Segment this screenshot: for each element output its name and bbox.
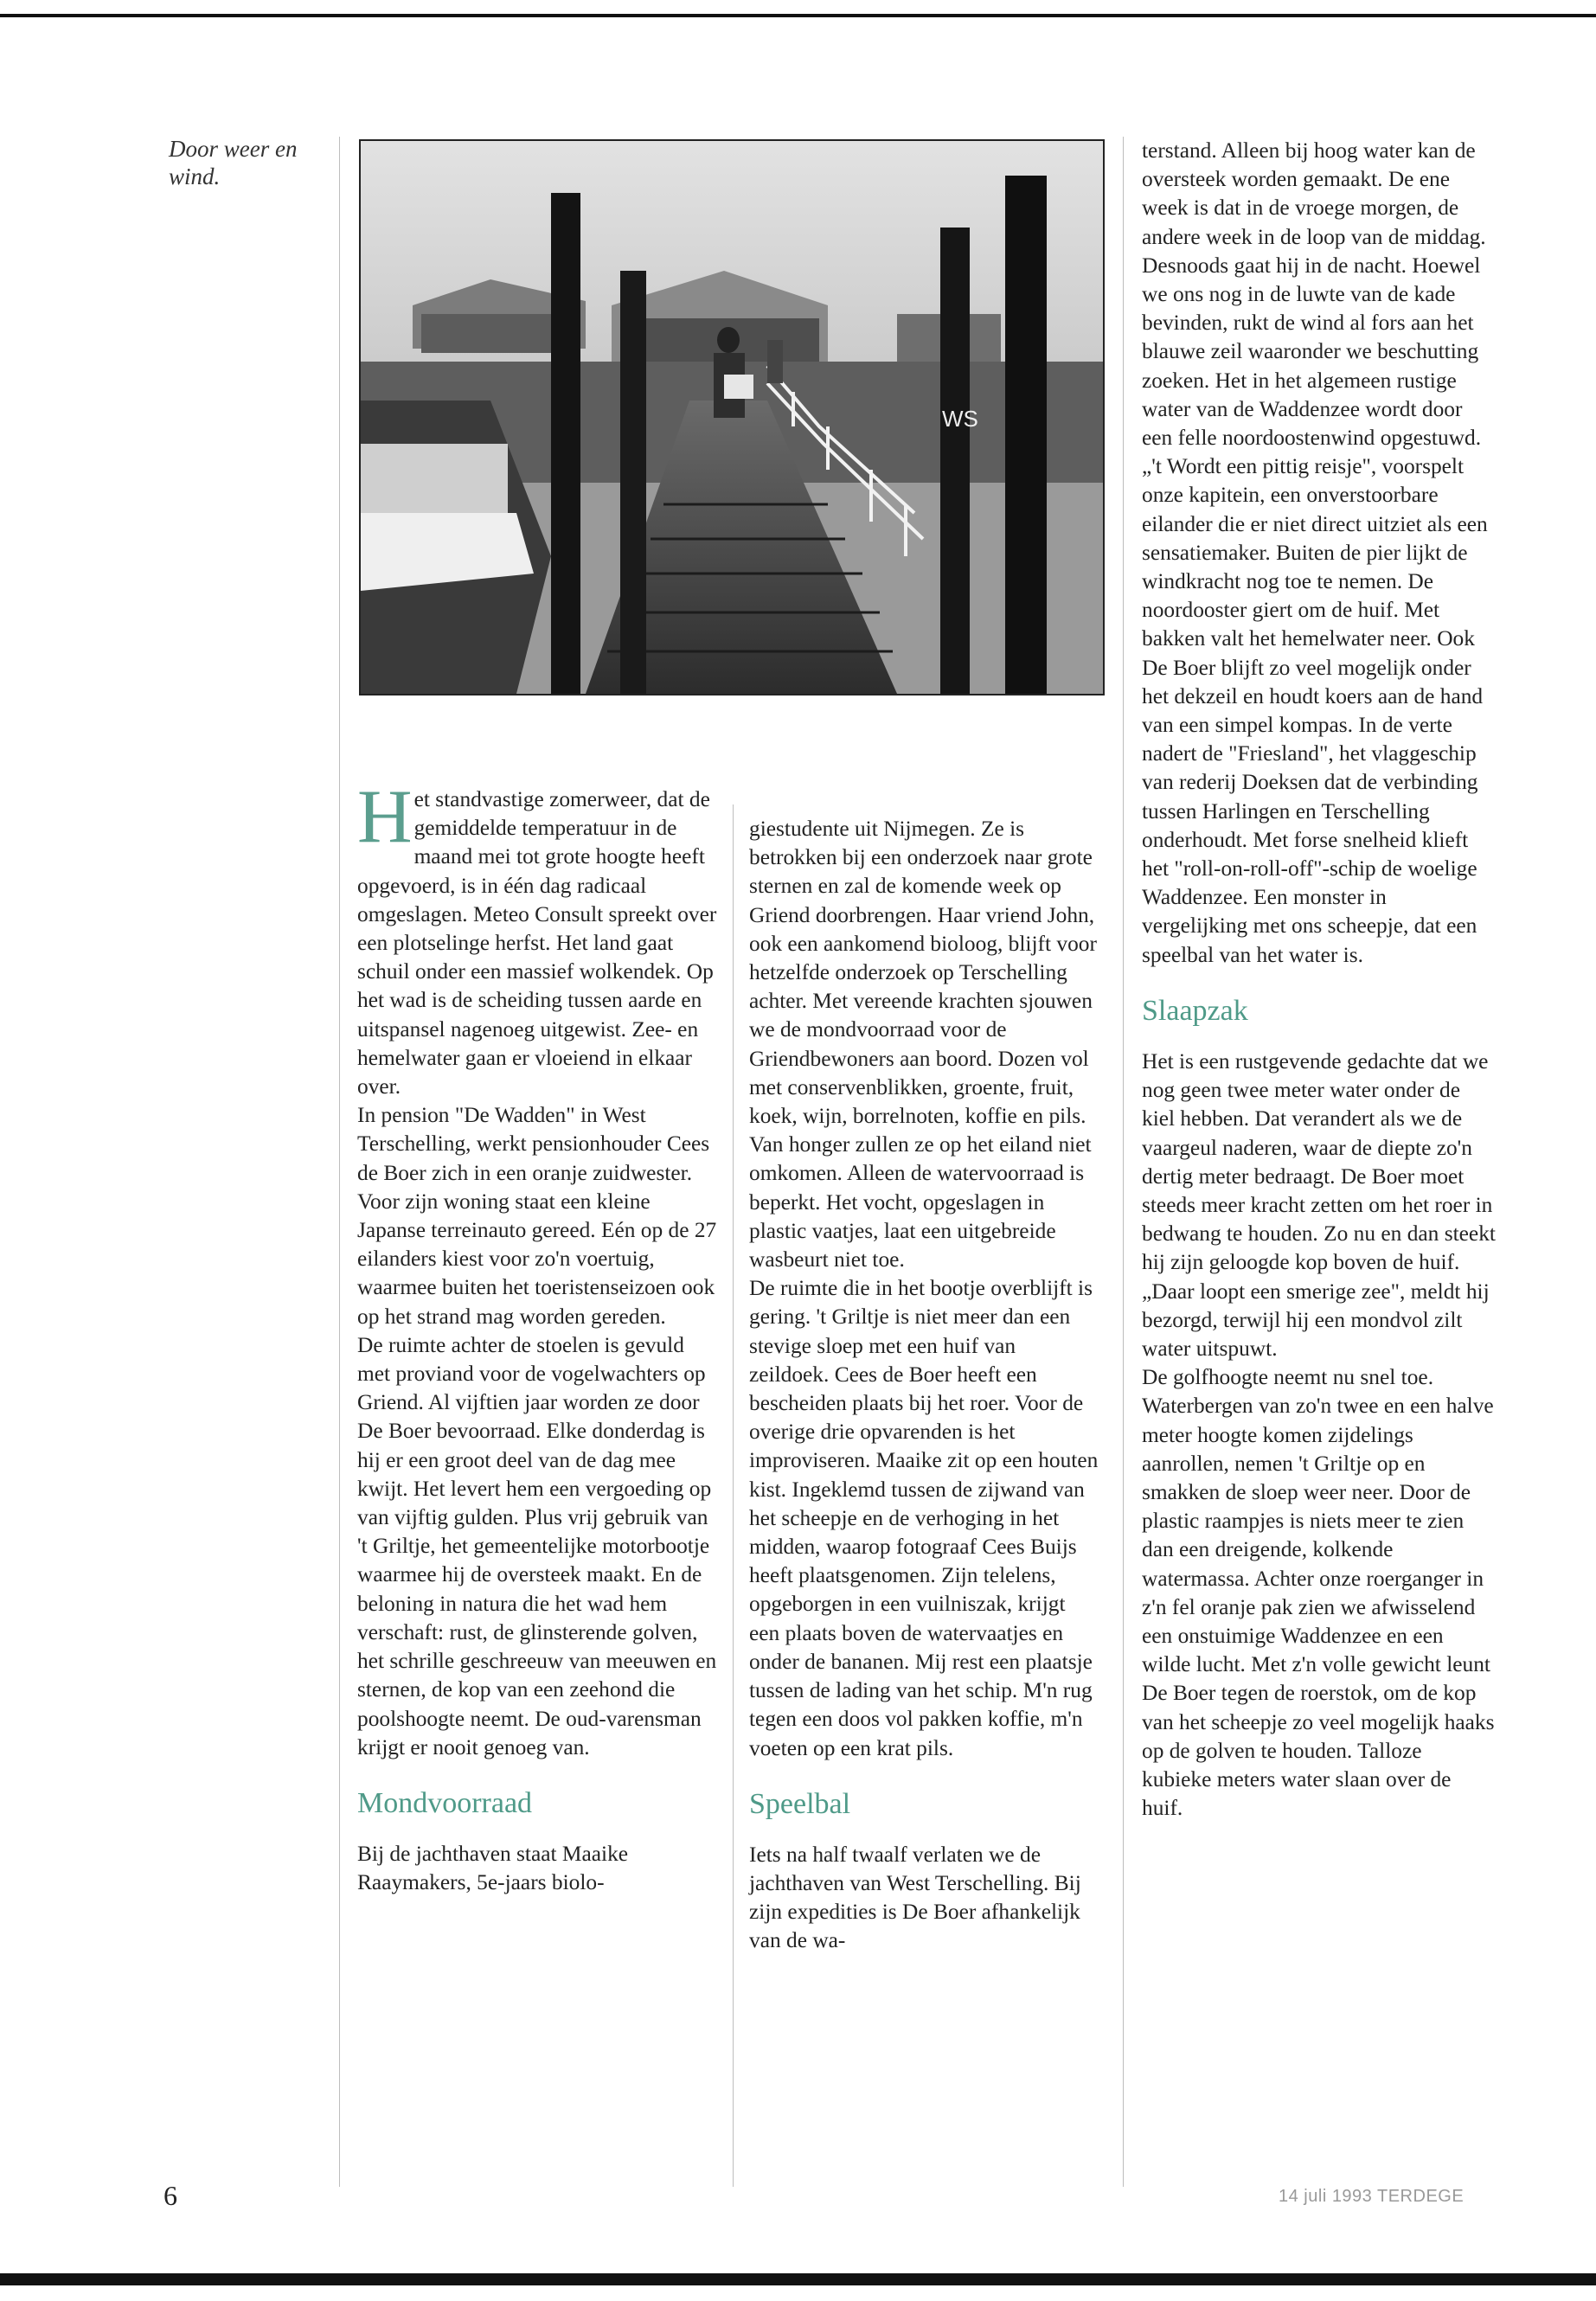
drop-cap: H	[357, 775, 413, 859]
paragraph-4: Bij de jachthaven staat Maaike Raaymakers, 5e-jaars biolo-	[357, 1841, 629, 1895]
top-rule	[0, 14, 1596, 17]
bottom-rule	[0, 2273, 1596, 2285]
paragraph-10: De golfhoogte neemt nu snel toe. Waterbergen van zo'n twee en een halve meter hoogte komen zijdelings aanrollen, nemen 't Griltje op en smakken de sloep weer neer. Door de plastic raampjes is niets meer te zien dan een dreigende, kolkende watermassa. Achter onze roerganger in z'n fel oranje pak zien we afwisselend een onstuimige Waddenzee en een wilde lucht. Met z'n volle gewicht leunt De Boer tegen de roerstok, om de kop van het scheepje zo veel mogelijk haaks op de golven te houden. Talloze kubieke meters water slaan over de huif.	[1142, 1365, 1495, 1821]
piling-sign: WS	[942, 406, 978, 432]
paragraph-7: Iets na half twaalf verlaten we de jachthaven van West Terschelling. Bij zijn expedities is De Boer afhankelijk van de wa-	[749, 1842, 1081, 1953]
paragraph-2: In pension "De Wadden" in West Terschelling, werkt pensionhouder Cees de Boer zich in een oranje zuidwester. Voor zijn woning staat een kleine Japanse terreinauto gereed. Eén op de 27 eilanders kiest voor zo'n voertuig, waarmee buiten het toeristenseizoen ook op het strand mag worden gereden.	[357, 1103, 717, 1329]
heading-slaapzak: Slaapzak	[1142, 994, 1248, 1027]
paragraph-9: Het is een rustgevende gedachte dat we nog geen twee meter water onder de kiel hebben. Dat verandert als we de vaargeul naderen, waar de diepte zo'n dertig meter bedraagt. De Boer moet steeds meer kracht zetten om het roer in bedwang te houden. Zo nu en dan steekt hij zijn geloogde kop boven de huif. „Daar loopt een smerige zee", meldt hij bezorgd, terwijl hij een mondvol zilt water uitspuwt.	[1142, 1048, 1496, 1361]
paragraph-5: giestudente uit Nijmegen. Ze is betrokken bij een onderzoek naar grote sternen en zal de komende week op Griend doorbrengen. Haar vriend John, ook een aankomend bioloog, blijft voor hetzelfde onderzoek op Terschelling achter. Met vereende krachten sjouwen we de mondvoorraad voor de Griendbewoners aan boord. Dozen vol met conservenblikken, groente, fruit, koek, wijn, borrelnoten, koffie en pils. Van honger zullen ze op het eiland niet omkomen. Alleen de watervoorraad is beperkt. Het vocht, opgeslagen in plastic vaatjes, laat een uitgebreide wasbeurt niet toe.	[749, 817, 1097, 1272]
photo-pier	[359, 139, 1105, 695]
column-2	[749, 815, 1099, 1956]
caption-divider	[339, 137, 340, 2187]
photo-pier-icon	[361, 141, 1103, 694]
paragraph-8: terstand. Alleen bij hoog water kan de oversteek worden gemaakt. De ene week is dat in de vroege morgen, de andere week in de loop van de middag. Desnoods gaat hij in de nacht. Hoewel we ons nog in de luwte van de kade bevinden, rukt de wind al fors aan het blauwe zeil waaronder we beschutting zoeken. Het in het algemeen rustige water van de Waddenzee wordt door een felle noordoostenwind opgestuwd. „'t Wordt een pittig reisje", voorspelt onze kapitein, een onverstoorbare eilander die er niet direct uitziet als een sensatiemaker. Buiten de pier lijkt de windkracht nog toe te nemen. De noordooster giert om de huif. Met bakken valt het hemelwater neer. Ook De Boer blijft zo veel mogelijk onder het dekzeil en houdt koers aan de hand van een simpel kompas. In de verte nadert de "Friesland", het vlaggeschip van rederij Doeksen dat de verbinding tussen Harlingen en Terschelling onderhoudt. Met forse snelheid klieft het "roll-on-roll-off"-schip de woelige Waddenzee. Een monster in vergelijking met ons scheepje, dat een speelbal van het water is.	[1142, 138, 1488, 967]
page-number: 6	[163, 2180, 177, 2211]
photo-caption: Door weer en wind.	[169, 136, 298, 189]
paragraph-1: Het standvastige zomerweer, dat de gemiddelde temperatuur in de maand mei tot grote hoogte heeft opgevoerd, is in één dag radicaal omgeslagen. Meteo Consult spreekt over een plotselinge herfst. Het land gaat schuil onder een massief wolkendek. Op het wad is de scheiding tussen aarde en uitspansel nagenoeg uitgewist. Zee- en hemelwater gaan er vloeiend in elkaar over.	[357, 775, 717, 1099]
column-divider-3	[1123, 137, 1124, 2187]
column-divider-2	[733, 804, 734, 2187]
heading-speelbal: Speelbal	[749, 1787, 851, 1820]
column-1	[357, 775, 719, 1897]
issue-footer: 14 juli 1993 TERDEGE	[1279, 2187, 1465, 2206]
paragraph-6: De ruimte die in het bootje overblijft is gering. 't Griltje is niet meer dan een stevige sloep met een huif van zeildoek. Cees de Boer heeft een bescheiden plaats bij het roer. Voor de overige drie opvarenden is het improviseren. Maaike zit op een houten kist. Ingeklemd tussen de zijwand van het scheepje en de verhoging in het midden, waarop fotograaf Cees Buijs heeft plaatsgenomen. Zijn telelens, opgeborgen in een vuilniszak, krijgt een plaats boven de watervaatjes en onder de bananen. Mij rest een plaatsje tussen de lading van het schip. M'n rug tegen een doos vol pakken koffie, m'n voeten op een krat pils.	[749, 1276, 1099, 1760]
column-3	[1142, 137, 1497, 1823]
paragraph-3: De ruimte achter de stoelen is gevuld met proviand voor de vogelwachters op Griend. Al vijftien jaar worden ze door De Boer bevoorraad. Elke donderdag is hij er een groot deel van de dag mee kwijt. Het levert hem een vergoeding op van vijftig gulden. Plus vrij gebruik van 't Griltje, het gemeentelijke motorbootje waarmee hij de oversteek maakt. En de beloning in natura die het wad hem verschaft: rust, de glinsterende golven, het schrille geschreeuw van meeuwen en sternen, de kop van een zeehond die poolshoogte neemt. De oud-varensman krijgt er nooit genoeg van.	[357, 1332, 717, 1759]
heading-mondvoorraad: Mondvoorraad	[357, 1786, 533, 1819]
